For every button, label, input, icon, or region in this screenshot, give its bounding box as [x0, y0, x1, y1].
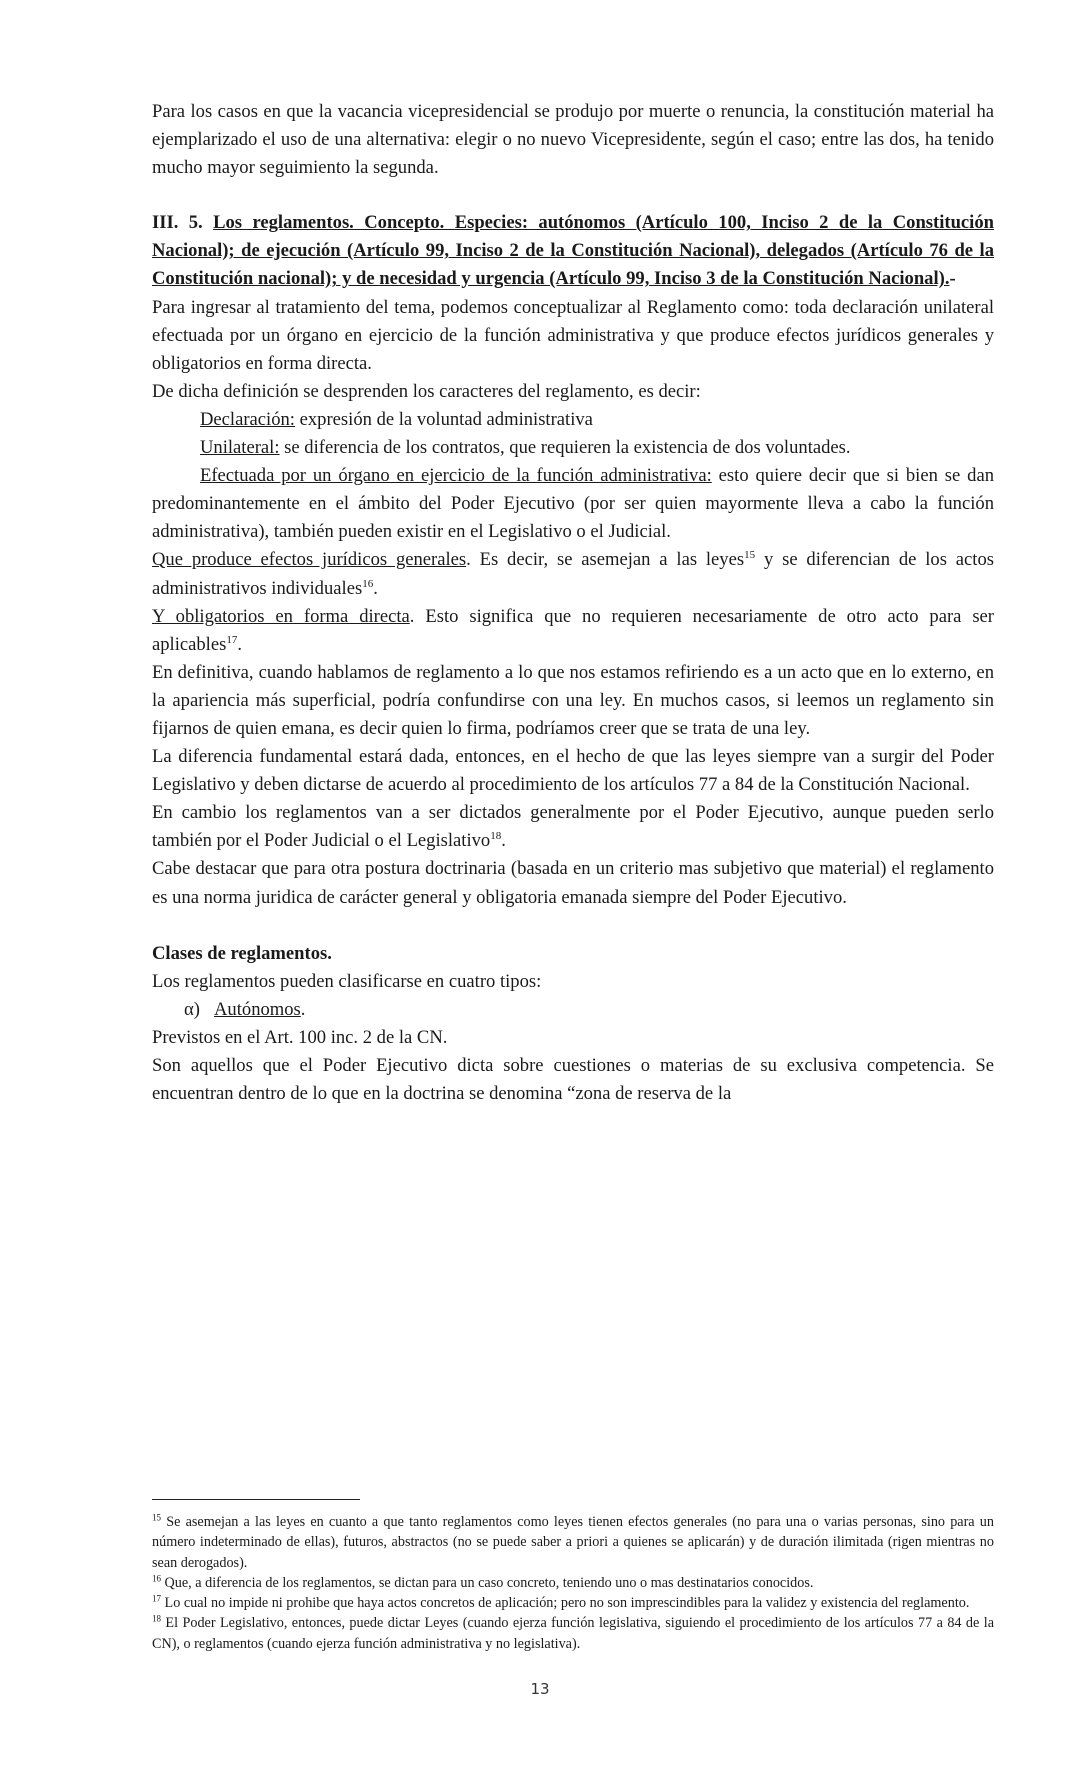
footnote-17 [152, 1593, 994, 1613]
spacer [152, 182, 994, 209]
footnote-number: 18 [152, 1613, 161, 1624]
list-term-end: . [300, 998, 306, 1020]
footnote-text: Lo cual no impide ni prohibe que haya actos concretos de aplicación; pero no son imprescindibles para la validez y existencia del reglamento. [161, 1595, 970, 1612]
caracter-term: Que produce efectos jurídicos generales [152, 549, 467, 571]
paragraph-concepto: Para ingresar al tratamiento del tema, podemos conceptualizar al Reglamento como: toda declaración unilateral efectuada por un órgano en ejercicio de la función administrativa y que produce efectos jurídicos generales y obligatorios en forma directa. [152, 296, 994, 374]
body-text [152, 98, 994, 1108]
section-title-tail: - [949, 268, 956, 290]
paragraph-diferencia: La diferencia fundamental estará dada, entonces, en el hecho de que las leyes siempre van a surgir del Poder Legislativo y deben dictarse de acuerdo al procedimiento de los artículos 77 a 84 de la Constitución Nacional. [152, 746, 994, 796]
paragraph-vacancia: Para los casos en que la vacancia vicepresidencial se produjo por muerte o renuncia, la constitución material ha ejemplarizado el uso de una alternativa: elegir o no nuevo Vicepresidente, según el caso; entre las dos, ha tenido mucho mayor seguimiento la segunda. [152, 101, 994, 179]
paragraph-definitiva: En definitiva, cuando hablamos de reglamento a lo que nos estamos refiriendo es a un acto que en lo externo, en la apariencia más superficial, podría confundirse con una ley. En muchos casos, si leemos un reglamento sin fijarnos de quien emana, es decir quien lo firma, podríamos creer que se trata de una ley. [152, 661, 994, 739]
list-item-autonomos [152, 996, 994, 1024]
paragraph-caracteres-intro: De dicha definición se desprenden los caracteres del reglamento, es decir: [152, 380, 701, 402]
caracter-efectos-generales [152, 546, 994, 602]
paragraph-text: . [501, 830, 506, 852]
caracter-text: . [237, 633, 242, 655]
caracter-term: Unilateral: [200, 437, 280, 459]
section-number: III. 5. [152, 212, 214, 234]
footnote-text: Se asemejan a las leyes en cuanto a que tanto reglamentos como leyes tienen efectos generales (no para una o varias personas, sino para un número indeterminado de ellas), futuros, abstractos (no se puede saber a priori a quienes se aplicarán) y de duración ilimitada (rigen mientras no sean derogados). [152, 1514, 994, 1571]
paragraph-son-aquellos: Son aquellos que el Poder Ejecutivo dicta sobre cuestiones o materias de su exclusiva competencia. Se encuentran dentro de lo que en la doctrina se denomina “zona de reserva de la [152, 1055, 994, 1105]
footnote-ref-17[interactable]: 17 [226, 633, 238, 646]
caracter-text: . Esto significa que no requieren necesariamente de otro acto para ser aplicables [152, 605, 995, 655]
footnote-15 [152, 1512, 994, 1573]
spacer [152, 912, 994, 940]
caracter-term: Y obligatorios en forma directa [152, 605, 410, 627]
caracter-text: se diferencia de los contratos, que requieren la existencia de dos voluntades. [279, 437, 851, 459]
list-term: Autónomos [214, 998, 301, 1020]
footnote-number: 15 [152, 1512, 161, 1523]
footnote-number: 16 [152, 1573, 161, 1584]
footnote-16 [152, 1573, 994, 1593]
footnote-ref-18[interactable]: 18 [490, 830, 502, 843]
caracter-text: expresión de la voluntad administrativa [294, 408, 593, 430]
caracter-text: y se diferencian de los actos administrativos individuales [152, 549, 995, 599]
paragraph-postura: Cabe destacar que para otra postura doctrinaria (basada en un criterio mas subjetivo que material) el reglamento es una norma juridica de carácter general y obligatoria emanada siempre del Poder Ejecutivo. [152, 858, 994, 908]
paragraph-previstos: Previstos en el Art. 100 inc. 2 de la CN. [152, 1026, 448, 1048]
classes-heading: Clases de reglamentos. [152, 942, 332, 964]
footnotes [152, 1512, 994, 1654]
page-number: 13 [530, 1680, 550, 1698]
footnote-18 [152, 1613, 994, 1654]
caracter-text: esto quiere decir que si bien se dan predominantemente en el ámbito del Poder Ejecutivo (por ser quien mayormente lleva a cabo la función administrativa), también pueden existir en el Legislativo o el Judicial. [152, 465, 994, 543]
caracter-declaracion [152, 406, 994, 434]
footnote-ref-16[interactable]: 16 [362, 577, 374, 590]
paragraph-en-cambio [152, 799, 994, 855]
section-title: Los reglamentos. Concepto. Especies: autónomos (Artículo 100, Inciso 2 de la Constitución Nacional); de ejecución (Artículo 99, Inciso 2 de la Constitución Nacional), delegados (Artículo 76 de la Constitución nacional); y de necesidad y urgencia (Artículo 99, Inciso 3 de la Constitución Nacional). [152, 212, 994, 290]
footnote-ref-15[interactable]: 15 [744, 549, 756, 562]
section-heading [152, 209, 994, 293]
footnote-text: El Poder Legislativo, entonces, puede dictar Leyes (cuando ejerza función legislativa, siguiendo el procedimiento de los artículos 77 a 84 de la CN), o reglamentos (cuando ejerza función administrativa y no legislativa). [152, 1615, 994, 1652]
footnote-separator [152, 1499, 360, 1500]
list-marker: α) [184, 998, 200, 1020]
paragraph-text: En cambio los reglamentos van a ser dictados generalmente por el Poder Ejecutivo, aunque pueden serlo también por el Poder Judicial o el Legislativo [152, 802, 994, 852]
caracter-obligatorios [152, 603, 994, 659]
caracter-unilateral [152, 434, 994, 462]
footnote-number: 17 [152, 1593, 161, 1604]
caracter-text: . Es decir, se asemejan a las leyes [466, 549, 745, 571]
caracter-term: Efectuada por un órgano en ejercicio de la función administrativa: [200, 465, 712, 487]
caracter-text: . [373, 577, 378, 599]
caracter-term: Declaración: [200, 408, 295, 430]
footnote-text: Que, a diferencia de los reglamentos, se dictan para un caso concreto, teniendo uno o mas destinatarios conocidos. [161, 1574, 814, 1591]
caracter-efectuada [152, 462, 994, 546]
paragraph-clasificacion: Los reglamentos pueden clasificarse en cuatro tipos: [152, 970, 542, 992]
